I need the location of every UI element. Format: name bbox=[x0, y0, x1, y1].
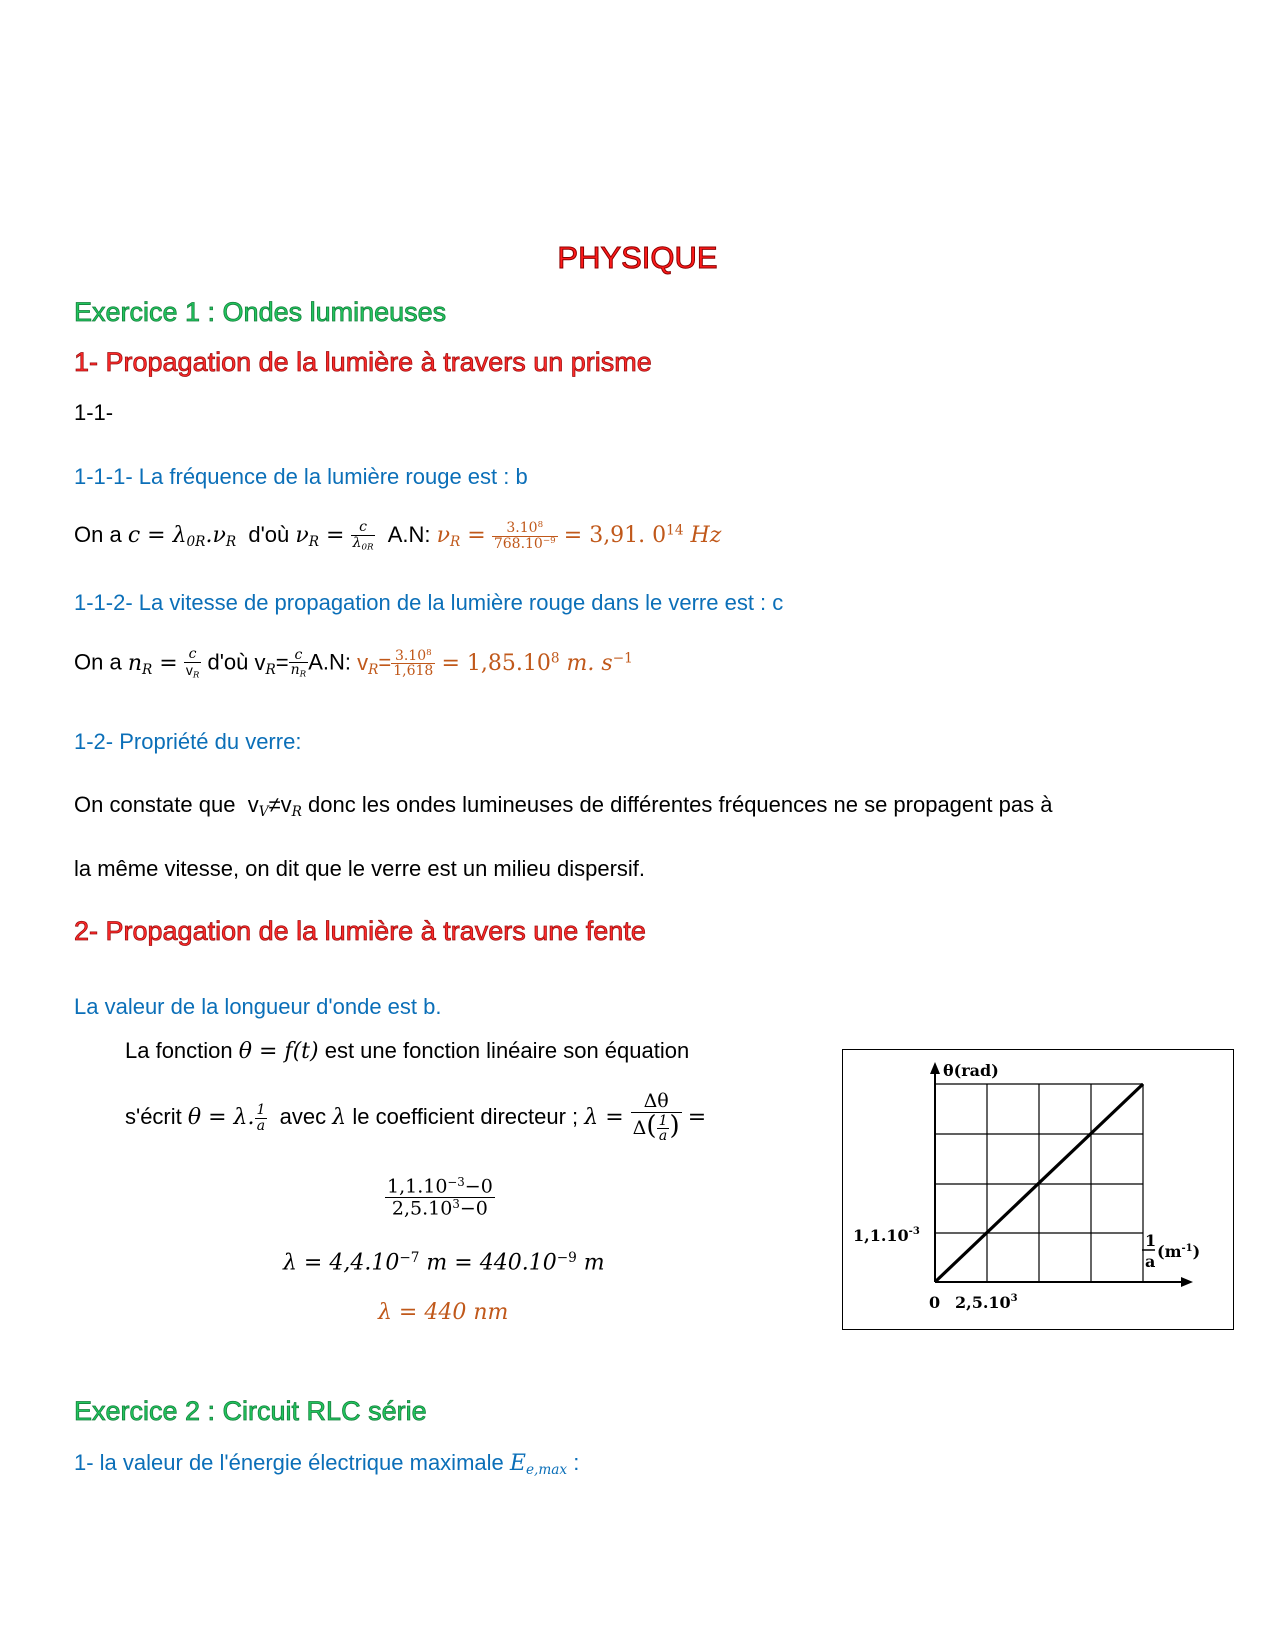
eq2-fraction-c-n: $\frac{c}{n_R}$ bbox=[290, 646, 307, 680]
paragraph-dispersion-line2: la même vitesse, on dit que le verre est un milieu dispersif. bbox=[74, 856, 646, 881]
eq2-v: $v_R=$ bbox=[254, 649, 289, 678]
graph-svg bbox=[843, 1050, 1233, 1329]
lambda-result-1: $\lambda = 4,4.10^{-7}$ $m = 440.10^{-9}$ m bbox=[283, 1250, 605, 1276]
eq2-v-r: $v_R=$ bbox=[357, 649, 392, 678]
lambda-result-final: λ = 440 nm bbox=[378, 1300, 509, 1325]
eq2-fraction-c-v: $\frac{c}{v_R}$ bbox=[185, 646, 200, 681]
eq1-fraction-values: $\frac{3.10^8}{768.10^{-9}}$ bbox=[493, 520, 556, 552]
question-2: La valeur de la longueur d'onde est b. bbox=[74, 994, 442, 1019]
paragraph-linear-function: La fonction θ = f(t) est une fonction linéaire son équation bbox=[125, 1038, 690, 1064]
x-axis-arrow bbox=[1181, 1277, 1193, 1287]
question-1-1-2: 1-1-2- La vitesse de propagation de la lumière rouge dans le verre est : c bbox=[74, 590, 784, 615]
eq1-an: A.N: bbox=[387, 522, 431, 548]
question-1-2: 1-2- Propriété du verre: bbox=[74, 729, 302, 754]
y-axis-arrow bbox=[930, 1062, 940, 1074]
eq1-formula: $c = \lambda_{0R}.\nu_R$ bbox=[127, 523, 237, 551]
eq1-nu-r: $\nu_R$ = bbox=[436, 523, 486, 551]
eq2-result: = $1,85.10^8$ m. $s^{-1}$ bbox=[441, 650, 633, 676]
x-tick-label: 2,5.10$^3$ bbox=[955, 1293, 1018, 1312]
paragraph-dispersion-line1: On constate que $v_V\ne v_R$ donc les ondes lumineuses de différentes fréquences ne se propagent pas à bbox=[74, 792, 1053, 821]
section-1-heading: 1- Propagation de la lumière à travers un prisme bbox=[74, 347, 652, 377]
page-title: PHYSIQUE bbox=[557, 240, 718, 275]
eq1-nu: $\nu_R$ = bbox=[295, 523, 345, 551]
eq2-dou: d'où bbox=[207, 649, 249, 675]
section-2-heading: 2- Propagation de la lumière à travers une fente bbox=[74, 916, 646, 946]
exercise-2-title: Exercice 2 : Circuit RLC série bbox=[74, 1396, 427, 1426]
x-axis-label-num: 1 bbox=[1145, 1231, 1157, 1250]
x-axis-label-unit: $(m^{-1})$ bbox=[1157, 1242, 1201, 1261]
eq1-dou: d'où bbox=[248, 522, 290, 548]
y-tick-label: $1,1.10^{-3}$ bbox=[853, 1226, 920, 1245]
x-origin-label: 0 bbox=[929, 1293, 941, 1312]
question-1-1-1: 1-1-1- La fréquence de la lumière rouge est : b bbox=[74, 464, 528, 489]
equation-frequency bbox=[74, 520, 721, 552]
eq2-on-a: On a bbox=[74, 649, 122, 675]
eq1-on-a: On a bbox=[74, 522, 122, 548]
eq2-n: $n_R$ = bbox=[127, 650, 178, 678]
eq2-an: A.N: bbox=[308, 649, 351, 675]
eq2-fraction-values: $\frac{3.10^8}{1,618}$ bbox=[393, 647, 434, 680]
eq1-fraction-c-lambda: $\frac{c}{\lambda_{0R}}$ bbox=[352, 519, 374, 553]
x-axis-label-den: a bbox=[1145, 1252, 1156, 1271]
exercise-2-question-1: 1- la valeur de l'énergie électrique maximale $E_{e,max}$ : bbox=[74, 1450, 580, 1479]
eq1-result: = 3,91. $0^{14}$ Hz bbox=[563, 522, 722, 549]
exercise-1-title: Exercice 1 : Ondes lumineuses bbox=[74, 297, 447, 327]
fraction-values: $\frac{1,1.10^{-3}-0}{2,5.10^3-0}$ bbox=[387, 1175, 493, 1220]
y-axis-label: θ(rad) bbox=[943, 1061, 999, 1080]
paragraph-slope: s'écrit θ = λ. $\frac{1}{a}$ avec λ le coefficient directeur ; λ = Δθ Δ( $\frac{1}{a}$ ) = bbox=[125, 1090, 707, 1145]
equation-speed bbox=[74, 647, 633, 680]
question-1-1: 1-1- bbox=[74, 400, 114, 425]
slope-fraction: Δθ Δ( $\frac{1}{a}$ ) bbox=[632, 1090, 680, 1145]
graph-theta-vs-inverse-a bbox=[842, 1049, 1234, 1330]
